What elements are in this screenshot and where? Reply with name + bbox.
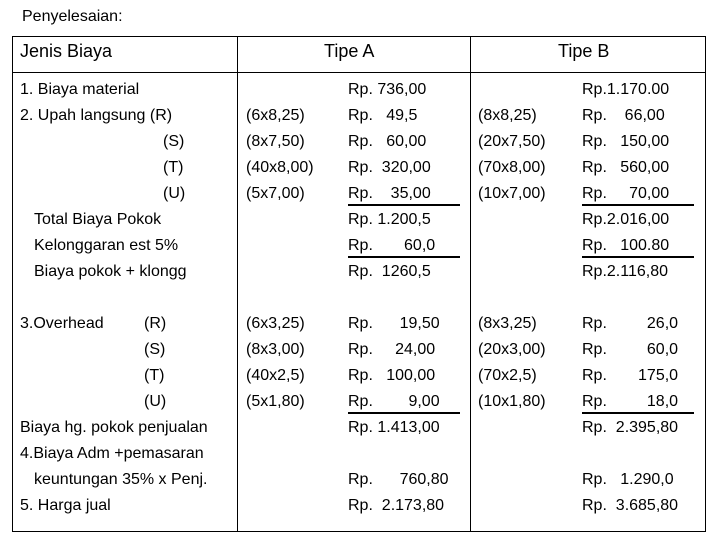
calc-cell: (40x8,00) bbox=[246, 159, 314, 176]
value-cell: Rp.2.116,80 bbox=[582, 263, 668, 280]
calc-cell: (5x1,80) bbox=[246, 393, 305, 410]
value-cell: Rp. 2.395,80 bbox=[582, 419, 679, 436]
label-pokok-klongg: Biaya pokok + klongg bbox=[34, 263, 187, 280]
label-keuntungan: keuntungan 35% x Penj. bbox=[34, 471, 208, 488]
value-cell: Rp. 175,0 bbox=[582, 367, 679, 384]
calc-cell: (70x8,00) bbox=[478, 159, 546, 176]
header-tipe-b: Tipe B bbox=[558, 41, 610, 61]
calc-cell: (10x1,80) bbox=[478, 393, 546, 410]
column-divider bbox=[237, 36, 238, 532]
label-hg-pokok: Biaya hg. pokok penjualan bbox=[20, 419, 208, 436]
sum-underline bbox=[582, 256, 694, 258]
label-overhead-s: (S) bbox=[144, 341, 166, 358]
label-upah-s: (S) bbox=[163, 133, 185, 150]
label-overhead-t: (T) bbox=[144, 367, 165, 384]
value-cell: Rp. 2.173,80 bbox=[348, 497, 445, 514]
value-cell: Rp. 1.290,0 bbox=[582, 471, 674, 488]
value-cell: Rp. 35,00 bbox=[348, 185, 431, 202]
value-cell: Rp. 3.685,80 bbox=[582, 497, 679, 514]
value-cell: Rp. 760,80 bbox=[348, 471, 449, 488]
value-cell: Rp. 19,50 bbox=[348, 315, 440, 332]
value-cell: Rp. 49,5 bbox=[348, 107, 418, 124]
calc-cell: (40x2,5) bbox=[246, 367, 305, 384]
label-adm: 4.Biaya Adm +pemasaran bbox=[20, 445, 204, 462]
value-cell: Rp. 60,00 bbox=[348, 133, 427, 150]
label-overhead: 3.Overhead bbox=[20, 315, 104, 332]
calc-cell: (10x7,00) bbox=[478, 185, 546, 202]
calc-cell: (8x7,50) bbox=[246, 133, 305, 150]
column-divider bbox=[470, 36, 471, 532]
header-jenis-biaya: Jenis Biaya bbox=[20, 41, 113, 61]
calc-cell: (6x8,25) bbox=[246, 107, 305, 124]
sum-underline bbox=[582, 412, 694, 414]
value-cell: Rp. 60,0 bbox=[348, 237, 436, 254]
value-cell: Rp. 18,0 bbox=[582, 393, 679, 410]
value-cell: Rp. 70,00 bbox=[582, 185, 670, 202]
calc-cell: (20x3,00) bbox=[478, 341, 546, 358]
calc-cell: (8x3,00) bbox=[246, 341, 305, 358]
label-upah-u: (U) bbox=[163, 185, 186, 202]
page-heading: Penyelesaian: bbox=[22, 8, 123, 25]
value-cell: Rp. 100.80 bbox=[582, 237, 670, 254]
header-tipe-a: Tipe A bbox=[324, 41, 375, 61]
value-cell: Rp. 9,00 bbox=[348, 393, 440, 410]
value-cell: Rp. 1.413,00 bbox=[348, 419, 440, 436]
value-cell: Rp. 736,00 bbox=[348, 81, 427, 98]
value-cell: Rp. 560,00 bbox=[582, 159, 670, 176]
label-upah: 2. Upah langsung (R) bbox=[20, 107, 173, 124]
header-divider bbox=[12, 72, 706, 73]
value-cell: Rp. 320,00 bbox=[348, 159, 431, 176]
calc-cell: (20x7,50) bbox=[478, 133, 546, 150]
sum-underline bbox=[582, 204, 694, 206]
label-upah-t: (T) bbox=[163, 159, 184, 176]
value-cell: Rp. 60,0 bbox=[582, 341, 679, 358]
sum-underline bbox=[348, 412, 460, 414]
value-cell: Rp. 1260,5 bbox=[348, 263, 431, 280]
calc-cell: (8x8,25) bbox=[478, 107, 537, 124]
value-cell: Rp. 150,00 bbox=[582, 133, 670, 150]
value-cell: Rp. 66,00 bbox=[582, 107, 665, 124]
value-cell: Rp.2.016,00 bbox=[582, 211, 670, 228]
label-harga-jual: 5. Harga jual bbox=[20, 497, 111, 514]
sum-underline bbox=[348, 204, 460, 206]
sum-underline bbox=[348, 256, 460, 258]
calc-cell: (8x3,25) bbox=[478, 315, 537, 332]
value-cell: Rp. 24,00 bbox=[348, 341, 436, 358]
calc-cell: (5x7,00) bbox=[246, 185, 305, 202]
value-cell: Rp. 26,0 bbox=[582, 315, 679, 332]
calc-cell: (6x3,25) bbox=[246, 315, 305, 332]
label-total-pokok: Total Biaya Pokok bbox=[34, 211, 162, 228]
label-overhead-u: (U) bbox=[144, 393, 167, 410]
value-cell: Rp.1.170.00 bbox=[582, 81, 670, 98]
label-overhead-r: (R) bbox=[144, 315, 167, 332]
label-kelonggaran: Kelonggaran est 5% bbox=[34, 237, 179, 254]
label-material: 1. Biaya material bbox=[20, 81, 140, 98]
calc-cell: (70x2,5) bbox=[478, 367, 537, 384]
value-cell: Rp. 100,00 bbox=[348, 367, 436, 384]
value-cell: Rp. 1.200,5 bbox=[348, 211, 431, 228]
